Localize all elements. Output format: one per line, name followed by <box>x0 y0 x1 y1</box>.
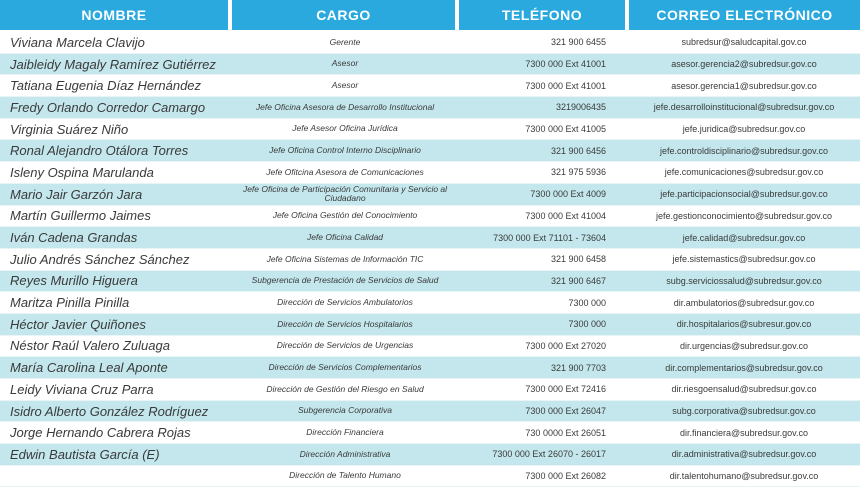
cell-nombre: Tatiana Eugenia Díaz Hernández <box>10 78 202 94</box>
header-correo: CORREO ELECTRÓNICO <box>629 0 860 30</box>
cell-correo[interactable]: dir.riesgoensalud@subredsur.gov.co <box>671 384 817 395</box>
header-cargo: CARGO <box>232 0 455 30</box>
cell-cargo: Jefe Asesor Oficina Jurídica <box>292 123 398 134</box>
table-row <box>0 422 860 444</box>
cell-cargo: Dirección Administrativa <box>299 448 391 459</box>
cell-nombre: Mario Jair Garzón Jara <box>10 186 143 202</box>
table-header <box>0 0 860 30</box>
cell-cargo: Jefe Oficina Sistemas de Información TIC <box>266 253 424 264</box>
table-row <box>0 444 860 466</box>
cell-telefono: 7300 000 Ext 41001 <box>525 80 606 91</box>
table-row <box>0 54 860 76</box>
table-row <box>0 292 860 314</box>
cell-telefono: 7300 000 Ext 41005 <box>525 124 606 135</box>
cell-cargo: Jefe Oficina de Participación Comunitaria y Servicio al Ciudadano <box>242 183 448 204</box>
cell-correo[interactable]: jefe.sistemastics@subredsur.gov.co <box>672 254 816 265</box>
cell-telefono: 321 975 5936 <box>550 167 606 178</box>
cell-correo[interactable]: dir.ambulatorios@subredsur.gov.co <box>673 297 815 308</box>
cell-cargo: Jefe Oficina Control Interno Disciplinario <box>269 145 421 156</box>
cell-cargo: Dirección de Servicios Ambulatorios <box>277 296 413 307</box>
cell-cargo: Dirección Financiera <box>306 427 384 438</box>
cell-correo[interactable]: subg.corporativa@subredsur.gov.co <box>672 406 816 417</box>
cell-nombre: Ronal Alejandro Otálora Torres <box>10 143 189 159</box>
cell-nombre: Héctor Javier Quiñones <box>10 316 146 332</box>
cell-cargo: Dirección de Talento Humano <box>289 470 401 481</box>
cell-telefono: 7300 000 Ext 26082 <box>525 471 606 482</box>
table-row <box>0 75 860 97</box>
table-row <box>0 401 860 423</box>
cell-telefono: 7300 000 Ext 71101 - 73604 <box>493 232 606 243</box>
cell-correo[interactable]: dir.hospitalarios@subresur.gov.co <box>676 319 812 330</box>
table-row <box>0 357 860 379</box>
table-row <box>0 119 860 141</box>
cell-cargo: Gerente <box>329 36 361 47</box>
cell-correo[interactable]: jefe.comunicaciones@subredsur.gov.co <box>664 167 824 178</box>
table-row <box>0 184 860 206</box>
cell-nombre: Reyes Murillo Higuera <box>10 273 138 289</box>
table-row <box>0 271 860 293</box>
cell-cargo: Dirección de Servicios Complementarios <box>268 361 422 372</box>
cell-cargo: Jefe Ofitcina Asesora de Comunicaciones <box>266 166 424 177</box>
cell-cargo: Jefe Oficina Asesora de Desarrollo Institucional <box>255 101 435 112</box>
cell-nombre: María Carolina Leal Aponte <box>10 360 168 376</box>
cell-correo[interactable]: jefe.controldisciplinario@subredsur.gov.co <box>659 145 829 156</box>
cell-cargo: Subgerencia Corporativa <box>297 405 393 416</box>
cell-telefono: 321 900 6458 <box>550 254 606 265</box>
table-row <box>0 32 860 54</box>
cell-correo[interactable]: jefe.gestionconocimiento@subredsur.gov.co <box>655 210 833 221</box>
cell-telefono: 7300 000 <box>568 319 606 330</box>
cell-cargo: Jefe Oficina Gestión del Conocimiento <box>272 210 418 221</box>
cell-nombre: Virginia Suárez Niño <box>10 121 129 137</box>
header-nombre: NOMBRE <box>0 0 228 30</box>
cell-cargo: Dirección de Gestión del Riesgo en Salud <box>266 383 424 394</box>
cell-nombre: Martín Guillermo Jaimes <box>10 208 151 224</box>
cell-correo[interactable]: dir.complementarios@subredsur.gov.co <box>665 362 823 373</box>
cell-correo[interactable]: jefe.desarrolloinstitucional@subredsur.gov.co <box>653 102 835 113</box>
cell-correo[interactable]: jefe.participacionsocial@subredsur.gov.co <box>660 189 828 200</box>
cell-nombre: Néstor Raúl Valero Zuluaga <box>10 338 170 354</box>
table-row <box>0 314 860 336</box>
cell-cargo: Asesor <box>331 58 359 69</box>
cell-nombre: Maritza Pinilla Pinilla <box>10 295 130 311</box>
table-row <box>0 97 860 119</box>
cell-correo[interactable]: dir.financiera@subredsur.gov.co <box>679 427 809 438</box>
cell-telefono: 7300 000 Ext 41001 <box>525 59 606 70</box>
table-row <box>0 466 860 488</box>
cell-correo[interactable]: asesor.gerencia1@subredsur.gov.co <box>671 80 817 91</box>
table-row <box>0 227 860 249</box>
cell-correo[interactable]: subredsur@saludcapital.gov.co <box>681 37 807 48</box>
cell-cargo: Asesor <box>331 80 359 91</box>
cell-telefono: 7300 000 Ext 27020 <box>525 340 606 351</box>
cell-correo[interactable]: dir.administrativa@subredsur.gov.co <box>671 449 817 460</box>
table-row <box>0 249 860 271</box>
cell-telefono: 321 900 6467 <box>550 275 606 286</box>
cell-correo[interactable]: jefe.calidad@subredsur.gov.co <box>682 232 806 243</box>
table-row <box>0 140 860 162</box>
cell-nombre: Jorge Hernando Cabrera Rojas <box>10 425 191 441</box>
cell-nombre: Isidro Alberto González Rodríguez <box>10 403 209 419</box>
cell-nombre: Viviana Marcela Clavijo <box>10 34 145 50</box>
cell-nombre: Julio Andrés Sánchez Sánchez <box>10 251 190 267</box>
cell-cargo: Dirección de Servicios Hospitalarios <box>277 318 413 329</box>
cell-nombre <box>10 466 240 487</box>
cell-telefono: 3219006435 <box>555 102 606 113</box>
cell-telefono: 7300 000 Ext 72416 <box>525 384 606 395</box>
cell-telefono: 7300 000 <box>568 297 606 308</box>
cell-nombre: Iván Cadena Grandas <box>10 230 138 246</box>
cell-nombre: Edwin Bautista García (E) <box>10 446 160 462</box>
cell-correo[interactable]: asesor.gerencia2@subredsur.gov.co <box>671 59 817 70</box>
cell-telefono: 730 0000 Ext 26051 <box>525 427 606 438</box>
table-body <box>0 32 860 487</box>
cell-correo[interactable]: dir.talentohumano@subredsur.gov.co <box>669 471 819 482</box>
cell-nombre: Isleny Ospina Marulanda <box>10 164 154 180</box>
cell-telefono: 321 900 6455 <box>550 37 606 48</box>
table-row <box>0 162 860 184</box>
cell-nombre: Jaibleidy Magaly Ramírez Gutiérrez <box>10 56 216 72</box>
table-row <box>0 206 860 228</box>
cell-cargo: Subgerencia de Prestación de Servicios de Salud <box>251 275 439 286</box>
cell-cargo: Dirección de Servicios de Urgencias <box>276 340 414 351</box>
table-row <box>0 379 860 401</box>
cell-telefono: 7300 000 Ext 26070 - 26017 <box>492 449 606 460</box>
cell-telefono: 321 900 6456 <box>550 145 606 156</box>
header-telefono: TELÉFONO <box>459 0 625 30</box>
cell-telefono: 321 900 7703 <box>550 362 606 373</box>
cell-nombre: Fredy Orlando Corredor Camargo <box>10 99 206 115</box>
cell-correo[interactable]: dir.urgencias@subredsur.gov.co <box>679 340 809 351</box>
cell-correo[interactable]: jefe.juridica@subredsur.gov.co <box>682 124 806 135</box>
cell-telefono: 7300 000 Ext 26047 <box>525 406 606 417</box>
cell-correo[interactable]: subg.serviciossalud@subredsur.gov.co <box>666 275 822 286</box>
cell-telefono: 7300 000 Ext 4009 <box>530 189 606 200</box>
cell-nombre: Leidy Viviana Cruz Parra <box>10 381 154 397</box>
cell-cargo: Jefe Oficina Calidad <box>306 231 384 242</box>
cell-telefono: 7300 000 Ext 41004 <box>525 210 606 221</box>
table-row <box>0 336 860 358</box>
